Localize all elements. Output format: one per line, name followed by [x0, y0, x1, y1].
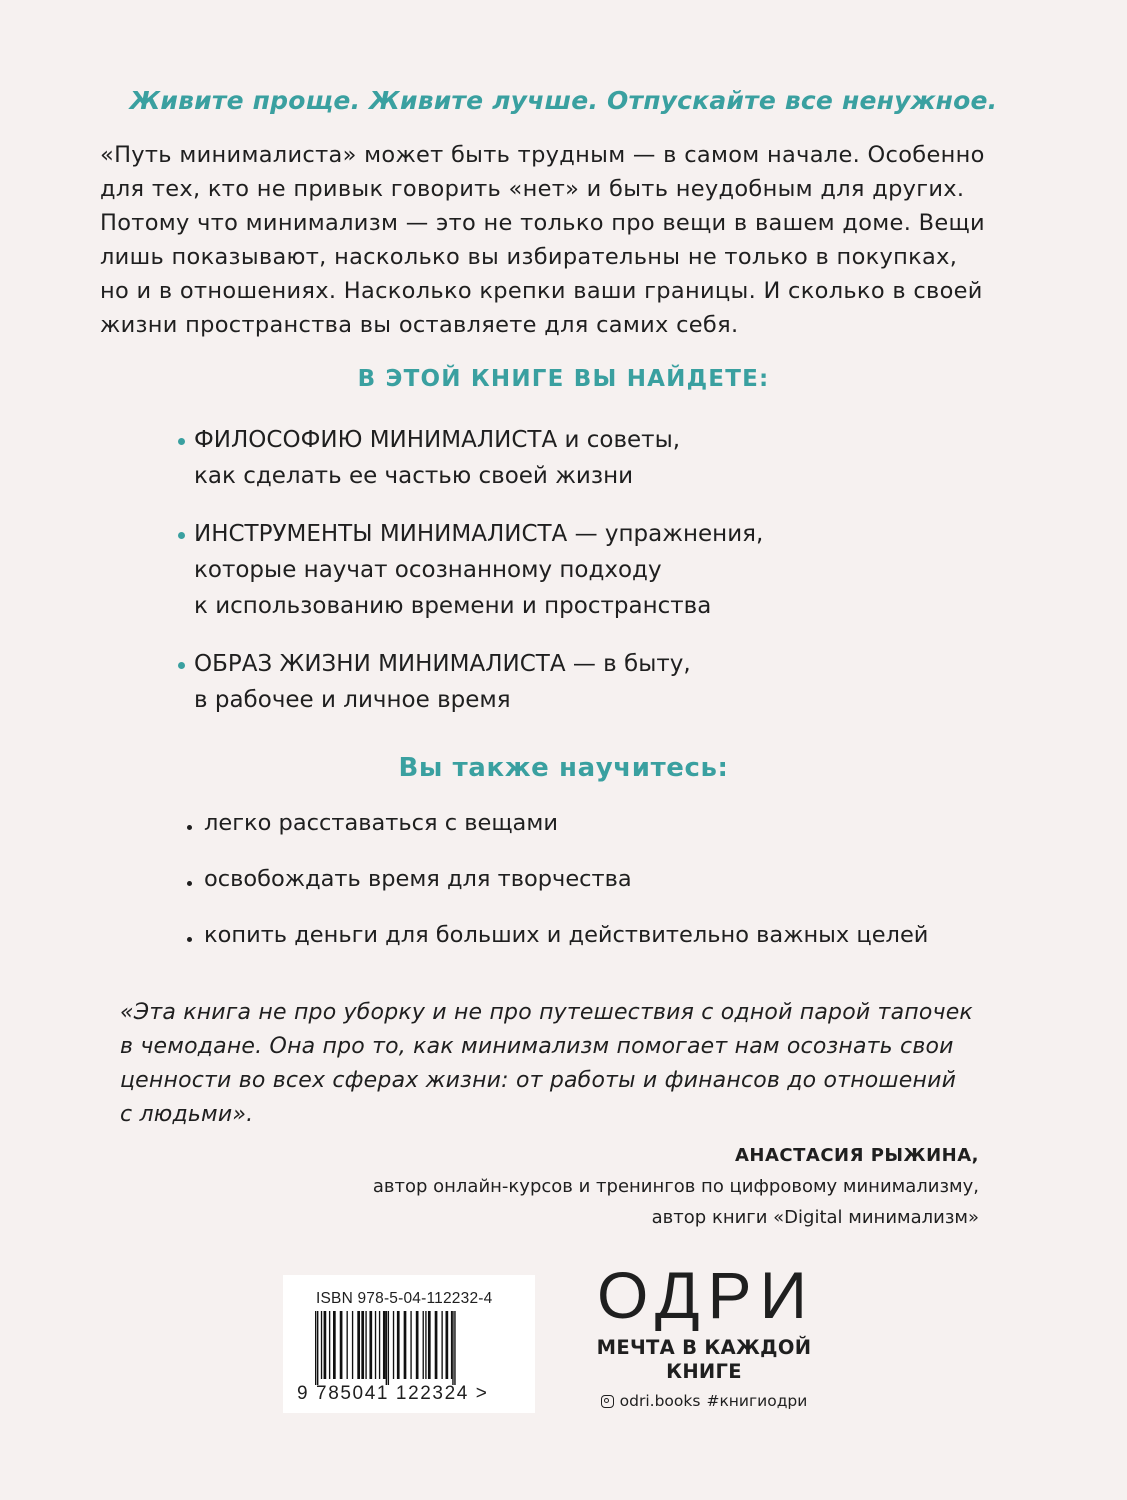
learn-item: [185, 922, 928, 978]
quote-attribution: [373, 1140, 979, 1233]
features-list: [175, 422, 763, 740]
quote-line: ценности во всех сферах жизни: от работы и финансов до отношений: [120, 1068, 957, 1093]
feature-line: которые научат осознанному подходу: [194, 557, 662, 583]
find-heading: В ЭТОЙ КНИГЕ ВЫ НАЙДЕТЕ:: [357, 366, 770, 392]
bullet-icon: [178, 662, 185, 669]
feature-line: как сделать ее частью своей жизни: [194, 463, 634, 489]
slogan-line: КНИГЕ: [666, 1360, 742, 1383]
author-name: АНАСТАСИЯ РЫЖИНА,: [734, 1145, 979, 1166]
feature-line: ИНСТРУМЕНТЫ МИНИМАЛИСТА — упражнения,: [194, 521, 764, 547]
feature-line: ОБРАЗ ЖИЗНИ МИНИМАЛИСТА — в быту,: [194, 651, 691, 677]
intro-line: для тех, кто не привык говорить «нет» и быть неудобным для других.: [100, 176, 965, 202]
bullet-icon: [178, 438, 185, 445]
review-quote: [120, 996, 1020, 1132]
feature-line: в рабочее и личное время: [194, 687, 511, 713]
learn-item-text: копить деньги для больших и действительно важных целей: [204, 922, 929, 948]
quote-line: «Эта книга не про уборку и не про путешествия с одной парой тапочек: [120, 1000, 973, 1025]
intro-paragraph: [100, 138, 1030, 342]
bullet-icon: [187, 881, 192, 886]
bullet-icon: [187, 937, 192, 942]
instagram-icon: [601, 1395, 614, 1408]
feature-line: к использованию времени и пространства: [194, 593, 712, 619]
intro-line: «Путь минималиста» может быть трудным — в самом начале. Особенно: [100, 142, 985, 168]
barcode-digits: 9 785041 122324 >: [297, 1383, 489, 1404]
learn-item: [185, 810, 928, 866]
slogan-line: МЕЧТА В КАЖДОЙ: [596, 1336, 812, 1359]
social-links: [588, 1392, 820, 1410]
feature-item: [175, 516, 763, 624]
intro-line: жизни пространства вы оставляете для самих себя.: [100, 312, 739, 338]
feature-item: [175, 422, 763, 494]
bullet-icon: [187, 825, 192, 830]
barcode-panel: [283, 1275, 535, 1413]
learn-item-text: легко расставаться с вещами: [204, 810, 558, 836]
hashtag[interactable]: #книгиодри: [706, 1392, 808, 1410]
bullet-icon: [178, 532, 185, 539]
quote-line: в чемодане. Она про то, как минимализм помогает нам осознать свои: [120, 1034, 954, 1059]
learn-heading: Вы также научитесь:: [398, 753, 729, 783]
feature-line: ФИЛОСОФИЮ МИНИМАЛИСТА и советы,: [194, 427, 681, 453]
feature-item: [175, 646, 763, 718]
barcode-icon: [311, 1311, 507, 1385]
quote-line: с людьми».: [120, 1102, 254, 1127]
learn-item: [185, 866, 928, 922]
learn-item-text: освобождать время для творчества: [204, 866, 632, 892]
tagline: Живите проще. Живите лучше. Отпускайте все ненужное.: [129, 86, 998, 115]
intro-line: но и в отношениях. Насколько крепки ваши границы. И сколько в своей: [100, 278, 983, 304]
instagram-handle[interactable]: odri.books: [619, 1392, 701, 1410]
publisher-block: [588, 1258, 820, 1410]
author-credential: автор книги «Digital минимализм»: [651, 1207, 979, 1228]
publisher-slogan: [588, 1336, 820, 1384]
learn-list: [185, 810, 928, 978]
publisher-logo: ОДРИ: [596, 1258, 816, 1332]
isbn-label: ISBN 978-5-04-112232-4: [316, 1290, 493, 1307]
intro-line: Потому что минимализм — это не только про вещи в вашем доме. Вещи: [100, 210, 985, 236]
intro-line: лишь показывают, насколько вы избирательны не только в покупках,: [100, 244, 958, 270]
author-credential: автор онлайн-курсов и тренингов по цифровому минимализму,: [372, 1176, 979, 1197]
